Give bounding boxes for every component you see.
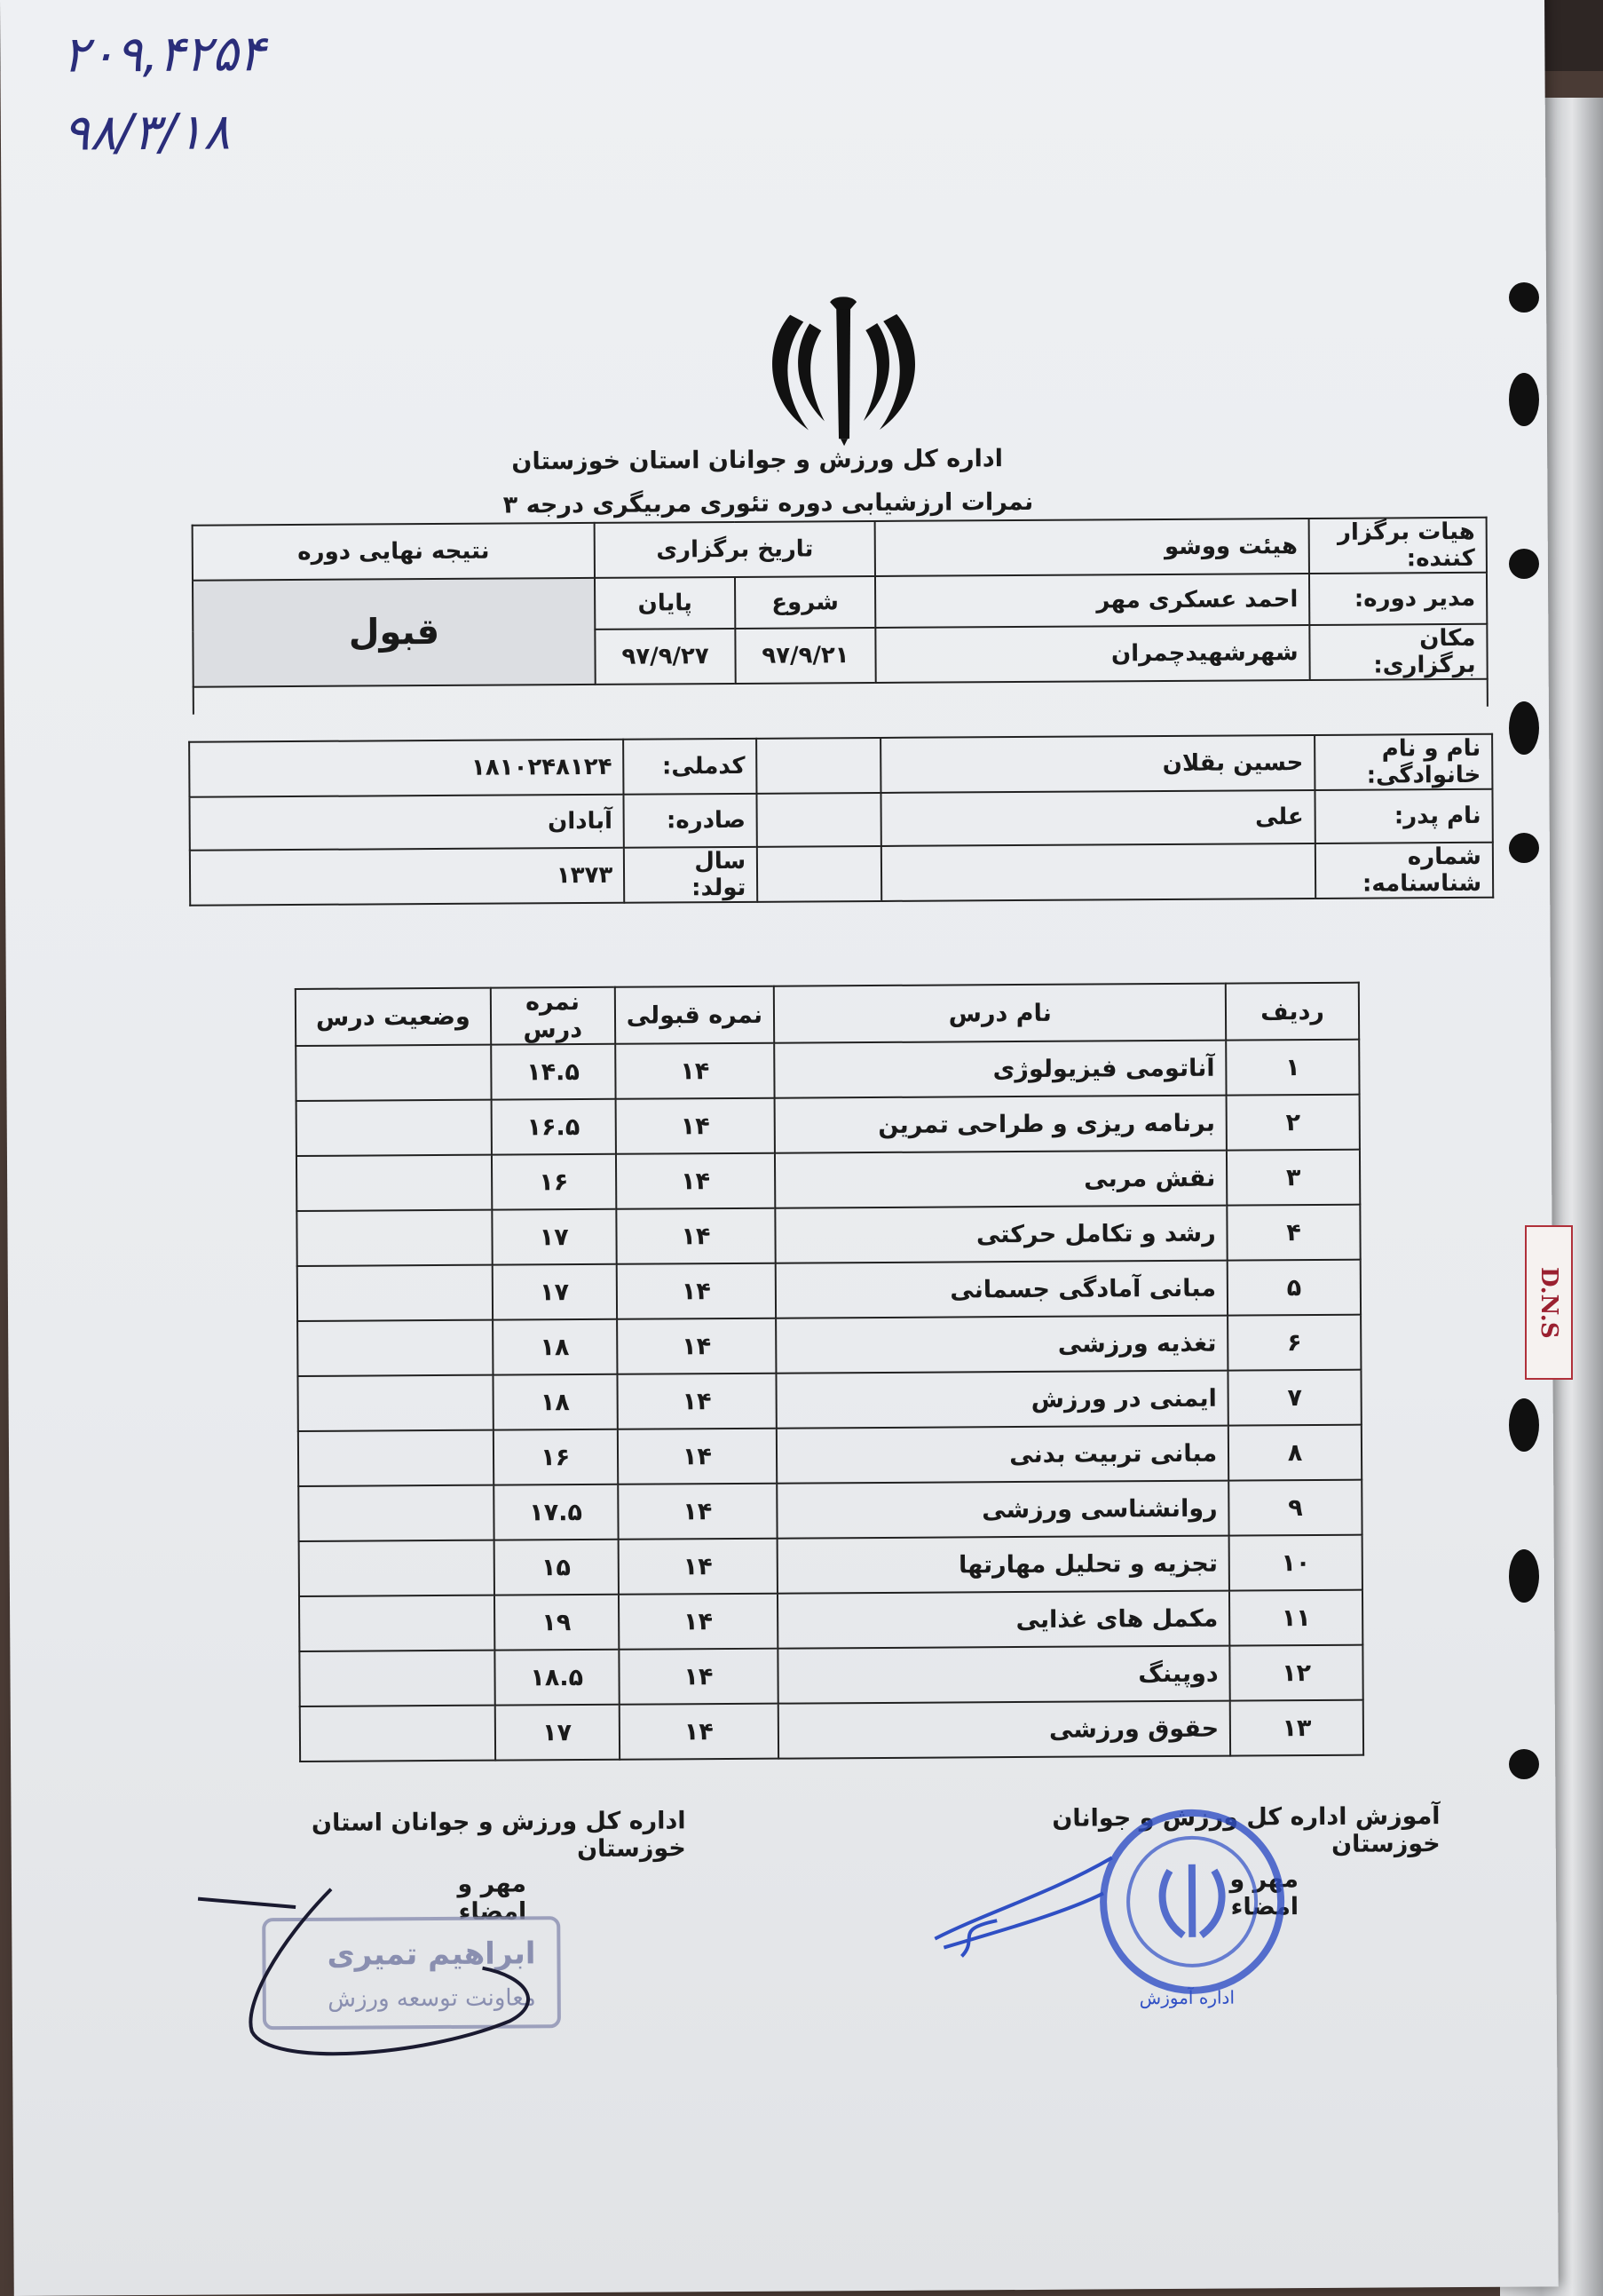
id-number-value xyxy=(881,843,1315,901)
course-info-table xyxy=(192,517,1488,715)
header-course-name: نام درس xyxy=(774,984,1226,1043)
pass-grade-cell: ۱۴ xyxy=(616,1208,776,1264)
national-code-label: کدملی: xyxy=(623,739,756,795)
binder-hole xyxy=(1509,1398,1539,1452)
empty-cell xyxy=(757,793,881,847)
pass-grade-cell: ۱۴ xyxy=(617,1374,777,1429)
handwritten-date: ۹۸/۳/۱۸ xyxy=(62,103,231,162)
status-cell xyxy=(297,1375,493,1431)
grade-cell: ۱۷ xyxy=(492,1264,616,1320)
row-number-cell: ۷ xyxy=(1228,1370,1362,1426)
table-row xyxy=(296,1095,1360,1156)
empty-cell xyxy=(757,846,881,902)
course-name-cell: حقوق ورزشی xyxy=(778,1701,1230,1759)
grade-cell: ۱۶ xyxy=(494,1429,618,1485)
grade-cell: ۱۵ xyxy=(494,1540,618,1595)
binder-hole xyxy=(1509,701,1539,755)
table-row xyxy=(299,1535,1362,1596)
grades-table xyxy=(295,982,1364,1762)
row-number-cell: ۳ xyxy=(1227,1150,1360,1206)
grade-cell: ۱۶ xyxy=(492,1154,616,1210)
course-name-cell: تجزیه و تحلیل مهارتها xyxy=(778,1536,1229,1594)
grade-cell: ۱۸.۵ xyxy=(494,1650,619,1706)
course-name-cell: برنامه ریزی و طراحی تمرین xyxy=(775,1096,1227,1153)
father-value: علی xyxy=(880,790,1315,846)
birth-year-value: ۱۳۷۳ xyxy=(190,848,625,906)
issued-label: صادره: xyxy=(624,794,757,848)
course-name-cell: رشد و تکامل حرکتی xyxy=(776,1206,1228,1263)
pass-grade-cell: ۱۴ xyxy=(617,1318,777,1374)
course-name-cell: آناتومی فیزیولوژی xyxy=(774,1041,1226,1098)
national-code-value: ۱۸۱۰۲۴۸۱۲۴ xyxy=(189,740,624,797)
row-number-cell: ۱۰ xyxy=(1229,1535,1362,1591)
header-row-number: ردیف xyxy=(1226,983,1359,1041)
status-cell xyxy=(298,1430,494,1486)
grade-cell: ۱۸ xyxy=(493,1374,617,1430)
pass-grade-cell: ۱۴ xyxy=(619,1704,778,1760)
pass-grade-cell: ۱۴ xyxy=(615,1153,775,1209)
pass-grade-cell: ۱۴ xyxy=(618,1484,778,1540)
location-value: شهرشهیدچمران xyxy=(875,625,1310,683)
table-row xyxy=(298,1425,1362,1486)
name-label: نام و نام خانوادگی: xyxy=(1315,734,1492,790)
table-row xyxy=(300,1700,1363,1762)
person-info-table xyxy=(188,733,1494,907)
table-row xyxy=(297,1260,1361,1321)
right-signature-org: آموزش اداره کل ورزش و جوانان خوزستان xyxy=(1052,1802,1441,1858)
status-cell xyxy=(300,1706,495,1762)
grade-cell: ۱۷.۵ xyxy=(494,1484,618,1540)
row-number-cell: ۲ xyxy=(1227,1095,1360,1151)
row-number-cell: ۵ xyxy=(1228,1260,1361,1316)
row-number-cell: ۹ xyxy=(1228,1480,1362,1536)
row-number-cell: ۸ xyxy=(1228,1425,1362,1481)
course-name-cell: تغذیه ورزشی xyxy=(776,1316,1228,1374)
right-seal-label: مهر و امضاء xyxy=(1229,1865,1299,1921)
pass-grade-cell: ۱۴ xyxy=(615,1043,775,1099)
row-number-cell: ۱۱ xyxy=(1229,1590,1362,1646)
status-cell xyxy=(296,1210,492,1266)
pass-grade-cell: ۱۴ xyxy=(618,1539,778,1595)
manager-value: احمد عسکری مهر xyxy=(875,574,1310,628)
binder-hole xyxy=(1509,833,1539,863)
black-signature-icon xyxy=(189,1879,563,2077)
manager-label: مدیر دوره: xyxy=(1309,573,1487,625)
status-cell xyxy=(296,1155,492,1211)
father-label: نام پدر: xyxy=(1315,789,1493,843)
left-seal-label: مهر و امضاء xyxy=(457,1870,527,1926)
table-row xyxy=(297,1315,1361,1376)
status-cell xyxy=(298,1485,494,1541)
grade-cell: ۱۸ xyxy=(493,1319,617,1375)
row-number-cell: ۱۲ xyxy=(1230,1645,1363,1701)
pass-grade-cell: ۱۴ xyxy=(616,1263,776,1319)
table-row xyxy=(299,1645,1362,1706)
course-name-cell: روانشناسی ورزشی xyxy=(778,1481,1229,1539)
form-title: نمرات ارزشیابی دوره تئوری مربیگری درجه ۳ xyxy=(502,487,1034,519)
pass-grade-cell: ۱۴ xyxy=(615,1098,775,1154)
table-row xyxy=(297,1370,1361,1431)
course-name-cell: مبانی آمادگی جسمانی xyxy=(776,1261,1228,1318)
status-cell xyxy=(296,1100,492,1156)
table-row xyxy=(298,1480,1362,1541)
start-label: شروع xyxy=(735,576,875,629)
table-row xyxy=(296,1205,1360,1266)
course-name-cell: دوپینگ xyxy=(778,1646,1230,1704)
grade-cell: ۱۷ xyxy=(492,1209,616,1265)
table-row xyxy=(296,1150,1360,1211)
status-cell xyxy=(297,1265,493,1321)
course-name-cell: نقش مربی xyxy=(775,1151,1227,1208)
organizer-value: هیئت ووشو xyxy=(874,519,1309,576)
issued-value: آبادان xyxy=(189,795,624,851)
grade-cell: ۱۴.۵ xyxy=(491,1044,615,1100)
start-date: ۹۷/۹/۲۱ xyxy=(735,628,875,684)
birth-year-label: سال تولد: xyxy=(624,847,757,903)
empty-cell xyxy=(756,738,880,794)
header-pass-grade: نمره قبولی xyxy=(614,986,774,1044)
blue-signature-icon xyxy=(926,1840,1122,1983)
row-number-cell: ۶ xyxy=(1228,1315,1361,1371)
left-signature-org: اداره کل ورزش و جوانان استان خوزستان xyxy=(311,1807,686,1864)
binder-hole xyxy=(1509,549,1539,579)
row-number-cell: ۱ xyxy=(1226,1040,1359,1096)
binder-hole xyxy=(1509,282,1539,313)
id-number-label: شماره شناسنامه: xyxy=(1315,843,1493,899)
status-cell xyxy=(299,1595,494,1651)
name-value: حسین بقلان xyxy=(880,735,1315,793)
table-row xyxy=(299,1590,1362,1651)
blue-stamp-text: اداره آموزش xyxy=(1139,1986,1236,2009)
gray-stamp-name: ابراهیم تمیری xyxy=(327,1936,536,1973)
pass-grade-cell: ۱۴ xyxy=(617,1429,777,1484)
status-cell xyxy=(299,1540,494,1596)
binder-hole xyxy=(1509,1749,1539,1779)
status-cell xyxy=(299,1651,494,1706)
gray-stamp-title: معاونت توسعه ورزش xyxy=(328,1984,536,2013)
binder-hole xyxy=(1509,373,1539,426)
binder-label: D.N.S xyxy=(1525,1225,1573,1380)
course-name-cell: مکمل های غذایی xyxy=(778,1591,1229,1649)
course-name-cell: مبانی تربیت بدنی xyxy=(777,1426,1228,1484)
status-cell xyxy=(296,1045,491,1101)
binder-hole xyxy=(1509,1549,1539,1603)
row-number-cell: ۴ xyxy=(1228,1205,1361,1261)
table-row xyxy=(296,1040,1359,1101)
grade-cell: ۱۶.۵ xyxy=(491,1099,615,1155)
end-date: ۹۷/۹/۲۷ xyxy=(595,629,735,685)
grade-cell: ۱۹ xyxy=(494,1595,619,1651)
pass-grade-cell: ۱۴ xyxy=(619,1594,778,1650)
end-label: پایان xyxy=(595,577,735,629)
grade-cell: ۱۷ xyxy=(494,1705,619,1761)
status-cell xyxy=(297,1320,493,1376)
handwritten-number: ۲۰۹,۴۲۵۴ xyxy=(62,25,265,84)
result-value: قبول xyxy=(193,578,596,687)
row-number-cell: ۱۳ xyxy=(1230,1700,1363,1756)
pass-grade-cell: ۱۴ xyxy=(619,1649,778,1705)
course-name-cell: ایمنی در ورزش xyxy=(777,1371,1228,1429)
result-heading: نتیجه نهایی دوره xyxy=(193,523,595,581)
date-heading: تاریخ برگزاری xyxy=(595,521,875,578)
header-status: وضعیت درس xyxy=(296,988,491,1046)
organizer-label: هیات برگزار کننده: xyxy=(1309,518,1487,574)
organization-title: اداره کل ورزش و جوانان استان خوزستان xyxy=(511,445,1004,476)
header-grade: نمره درس xyxy=(491,987,615,1045)
location-label: مکان برگزاری: xyxy=(1309,624,1487,680)
iran-emblem-icon xyxy=(754,297,933,448)
